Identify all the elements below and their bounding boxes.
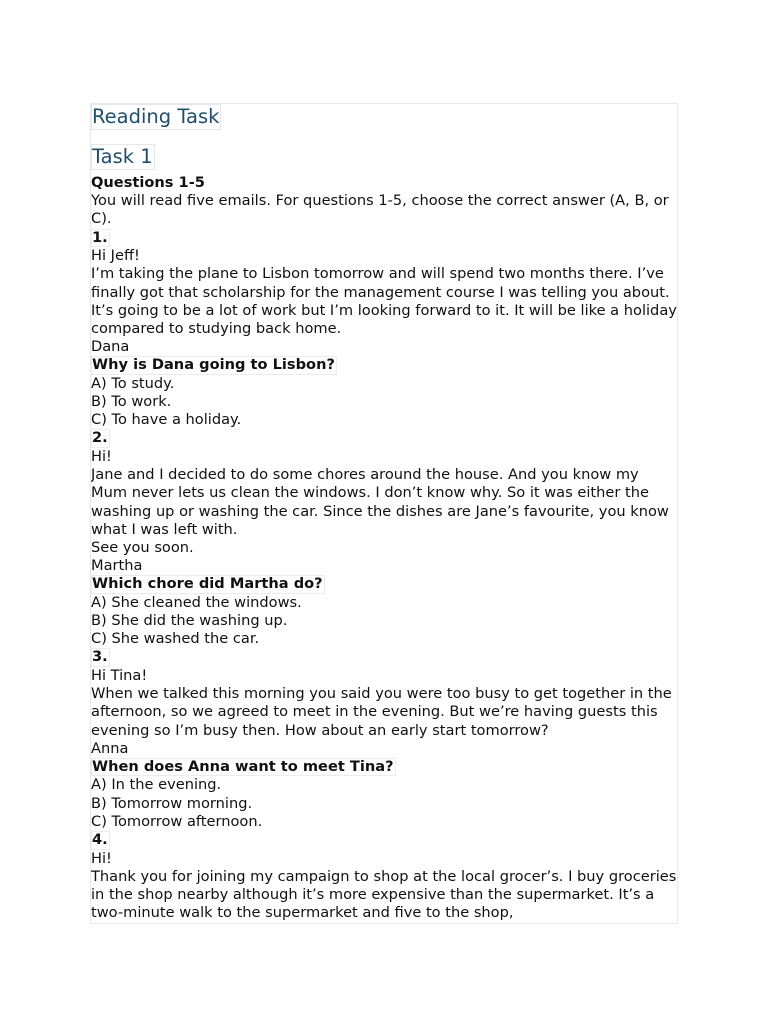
heading-task-1: Task 1 xyxy=(92,145,153,168)
item-number: 2. xyxy=(92,429,108,447)
email-greeting: Hi Tina! xyxy=(91,666,148,684)
document-page xyxy=(90,103,678,924)
option-b: B) Tomorrow morning. xyxy=(91,794,253,812)
question-text: When does Anna want to meet Tina? xyxy=(92,757,394,775)
email-greeting: Hi Jeff! xyxy=(91,247,140,265)
option-b: B) To work. xyxy=(91,393,172,411)
item-number: 3. xyxy=(92,648,108,666)
question-text: Which chore did Martha do? xyxy=(92,575,323,593)
option-a: A) She cleaned the windows. xyxy=(91,593,302,611)
item-number: 4. xyxy=(92,831,108,849)
option-c: C) Tomorrow afternoon. xyxy=(91,812,263,830)
question-text: Why is Dana going to Lisbon? xyxy=(92,356,335,374)
option-c: C) She washed the car. xyxy=(91,630,260,648)
questions-label: Questions 1-5 xyxy=(91,174,205,191)
instruction-text: You will read five emails. For questions 1-5, choose the correct answer (A, B, or C). xyxy=(91,192,669,228)
email-signoff: See you soon. xyxy=(91,538,194,556)
email-signature: Dana xyxy=(91,338,130,356)
option-b: B) She did the washing up. xyxy=(91,612,288,630)
document-content xyxy=(91,104,677,922)
email-body: Thank you for joining my campaign to shop at the local grocer’s. I buy groceries in the shop nearby although it’s more expensive than the supermarket. It’s a two-minute walk to the supermarket and five to the shop, xyxy=(91,867,677,922)
heading-reading-task: Reading Task xyxy=(92,105,220,128)
email-greeting: Hi! xyxy=(91,849,112,867)
email-item-1 xyxy=(91,229,677,430)
email-signature: Anna xyxy=(91,739,129,757)
email-body: Jane and I decided to do some chores around the house. And you know my Mum never lets us clean the windows. I don’t know why. So it was either the washing up or washing the car. Since the dishes are Jane’s favourite, you know what I was left with. xyxy=(91,466,669,538)
item-number: 1. xyxy=(92,228,108,246)
option-a: A) To study. xyxy=(91,374,175,392)
email-body: I’m taking the plane to Lisbon tomorrow and will spend two months there. I’ve finally got that scholarship for the management course I was telling you about. It’s going to be a lot of work but I’m looking forward to it. It will be like a holiday compared to studying back home. xyxy=(91,265,677,337)
option-a: A) In the evening. xyxy=(91,776,222,794)
email-item-2 xyxy=(91,429,677,648)
email-item-4 xyxy=(91,831,677,922)
option-c: C) To have a holiday. xyxy=(91,411,242,429)
email-body: When we talked this morning you said you were too busy to get together in the afternoon, so we agreed to meet in the evening. But we’re having guests this evening so I’m busy then. How about an early start tomorrow? xyxy=(91,685,672,739)
email-greeting: Hi! xyxy=(91,447,112,465)
email-item-3 xyxy=(91,648,677,831)
email-signature: Martha xyxy=(91,557,143,575)
